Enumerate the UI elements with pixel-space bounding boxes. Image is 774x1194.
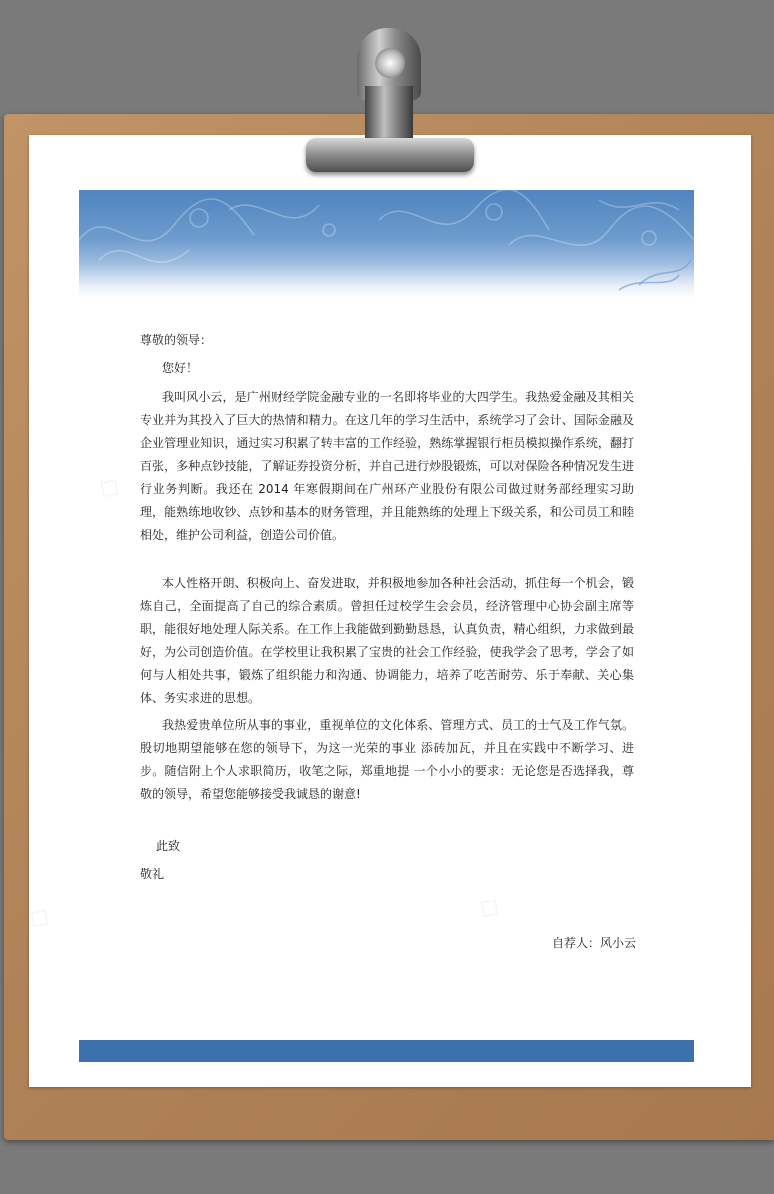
- footer-bar: [79, 1040, 694, 1062]
- header-banner: [79, 190, 694, 298]
- signature: 自荐人：风小云: [552, 936, 637, 950]
- closing-phrase: 此致: [156, 839, 181, 853]
- floral-ornament: [79, 190, 694, 298]
- salutation: 尊敬的领导：: [140, 333, 213, 347]
- body-paragraph: 我叫风小云，是广州财经学院金融专业的一名即将毕业的大四学生。我热爱金融及其相关专业并为其投入了巨大的热情和精力。在这几年的学习生活中，系统学习了会计、国际金融及企业管理业知识，通过实习积累了转丰富的工作经验，熟练掌握银行柜员模拟操作系统，翻打百张，多种点钞技能，了解证券投资分析，并自己进行炒股锻炼，可以对保险各种情况发生进行业务判断。我还在 2014 年寒假期间在广州环产业股份有限公司做过财务部经理实习助理，能熟练地收钞、点钞和基本的财务管理，并且能熟练的处理上下级关系，和公司员工和睦相处，维护公司利益，创造公司价值。: [140, 390, 634, 542]
- greeting: 您好！: [162, 361, 199, 375]
- closing-salute: 敬礼: [140, 867, 165, 881]
- body-paragraph: 我热爱贵单位所从事的事业，重视单位的文化体系、管理方式、员工的士气及工作气氛。殷切地期望能够在您的领导下，为这一光荣的事业 添砖加瓦，并且在实践中不断学习、进步。随信附上个人求职简历，收笔之际，郑重地提 一个小小的要求：无论您是否选择我，尊敬的领导，希望您能够接受我诚恳的谢意!: [140, 718, 634, 801]
- clip-base: [306, 138, 474, 172]
- clip-ring: [375, 48, 405, 78]
- clip-stem: [365, 86, 413, 140]
- body-paragraph: 本人性格开朗、积极向上、奋发进取，并积极地参加各种社会活动，抓住每一个机会，锻炼自己，全面提高了自己的综合素质。曾担任过校学生会会员，经济管理中心协会副主席等职，能很好地处理人际关系。在工作上我能做到勤勤恳恳，认真负责，精心组织，力求做到最好，为公司创造价值。在学校里让我积累了宝贵的社会工作经验，使我学会了思考，学会了如何与人相处共事，锻炼了组织能力和沟通、协调能力，培养了吃苦耐劳、乐于奉献、关心集体、务实求进的思想。: [140, 576, 634, 705]
